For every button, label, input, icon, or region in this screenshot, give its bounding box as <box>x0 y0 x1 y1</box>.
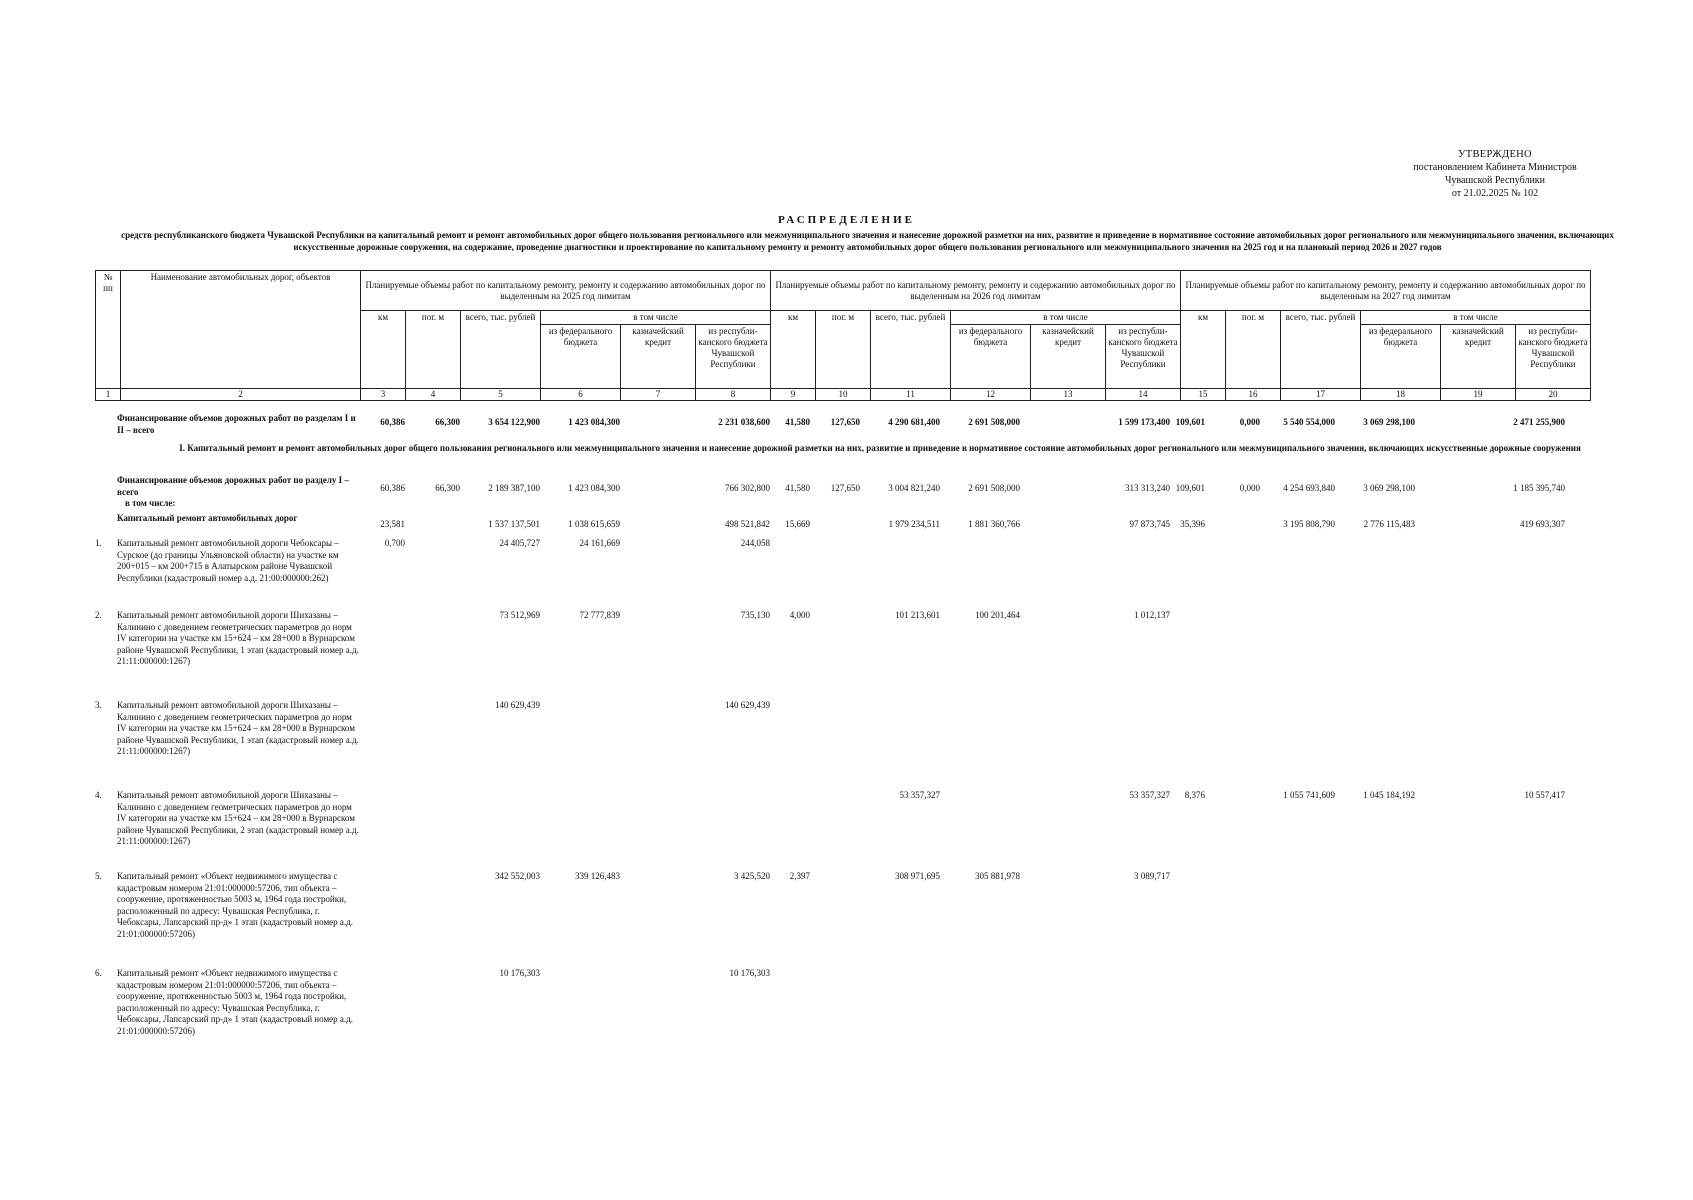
row-number: 2. <box>95 610 102 620</box>
row-label-capital: Капитальный ремонт автомобильных дорог <box>117 513 298 523</box>
table-cell-c18: 2 776 115,483 <box>1363 519 1415 529</box>
table-cell-c17: 5 540 554,000 <box>1283 417 1335 427</box>
table-cell-c11: 3 004 821,240 <box>888 483 940 493</box>
col-header-republic: из республи-канского бюджета Чувашской Республики <box>1516 325 1591 389</box>
table-cell-c5: 10 176,303 <box>499 968 540 978</box>
table-cell-c14: 313 313,240 <box>1125 483 1170 493</box>
header-table <box>95 270 1591 401</box>
table-cell-c12: 100 201,464 <box>975 610 1020 620</box>
table-cell-c6: 1 038 615,659 <box>568 519 620 529</box>
table-cell-c8: 498 521,842 <box>725 519 770 529</box>
column-number: 19 <box>1441 389 1516 401</box>
approval-line: Чувашской Республики <box>1444 175 1546 186</box>
table-cell-c5: 1 537 137,501 <box>488 519 540 529</box>
table-cell-c18: 3 069 298,100 <box>1363 417 1415 427</box>
col-header-km: км <box>361 311 406 389</box>
col-header-total: всего, тыс. рублей <box>1281 311 1361 389</box>
column-number: 18 <box>1361 389 1441 401</box>
col-header-pogm: пог. м <box>1226 311 1281 389</box>
row-label-item: Капитальный ремонт автомобильной дороги Шихазаны – Калинино с доведением геометрических параметров до норм IV категории на участке км 15+624 – км 28+000 в Вурнарском районе Чувашской Республики, 1 этап (кадастровый номер а.д. 21:11:000000:1267) <box>117 700 359 756</box>
table-cell-c6: 1 423 084,300 <box>568 483 620 493</box>
approval-stamp <box>1380 148 1610 200</box>
column-number: 1 <box>96 389 121 401</box>
table-cell-c11: 101 213,601 <box>895 610 940 620</box>
col-header-federal: из федерального бюджета <box>1361 325 1441 389</box>
table-cell-c4: 66,300 <box>435 417 460 427</box>
col-header-treasury: казначейский кредит <box>621 325 696 389</box>
table-body <box>95 413 1640 1133</box>
col-header-incl: в том числе <box>541 311 771 325</box>
table-cell-c6: 72 777,839 <box>579 610 620 620</box>
table-cell-c12: 2 691 508,000 <box>968 483 1020 493</box>
col-header-republic: из республи-канского бюджета Чувашской Республики <box>1106 325 1181 389</box>
table-cell-c14: 1 012,137 <box>1134 610 1170 620</box>
section-heading: I. Капитальный ремонт и ремонт автомобильных дорог общего пользования регионального или межмуниципального значения и нанесение дорожной разметки на них, развитие и приведение в нормативное состояние автомобильных дорог регионального или межмуниципального значения, включающих искусственные дорожные сооружения <box>179 443 1581 453</box>
table-cell-c6: 1 423 084,300 <box>568 417 620 427</box>
table-cell-c11: 53 357,327 <box>899 790 940 800</box>
document-title: РАСПРЕДЕЛЕНИЕ <box>777 214 915 226</box>
table-cell-c17: 1 055 741,609 <box>1283 790 1335 800</box>
column-number: 15 <box>1181 389 1226 401</box>
col-header-republic: из республи-канского бюджета Чувашской Республики <box>696 325 771 389</box>
table-cell-c20: 1 185 395,740 <box>1513 483 1565 493</box>
col-header-total: всего, тыс. рублей <box>871 311 951 389</box>
table-cell-c11: 1 979 234,511 <box>888 519 940 529</box>
column-number: 9 <box>771 389 816 401</box>
group-header-2027: Планируемые объемы работ по капитальному ремонту, ремонту и содержанию автомобильных дорог по выделенным на 2027 год лимитам <box>1181 271 1591 311</box>
table-cell-c8: 766 302,800 <box>725 483 770 493</box>
table-cell-c4: 66,300 <box>435 483 460 493</box>
table-cell-c15: 35,396 <box>1180 519 1205 529</box>
table-cell-c3: 0,700 <box>384 538 405 548</box>
col-header-federal: из федерального бюджета <box>951 325 1031 389</box>
row-label-item: Капитальный ремонт «Объект недвижимого имущества с кадастровым номером 21:01:000000:57206, тип объекта – сооружение, протяженностью 5003 м, 1964 года постройки, расположенный по адресу: Чувашская Республика, г. Чебоксары, Лапсарский пр-д» 1 этап (кадастровый номер а.д. 21:01:000000:57206) <box>117 871 353 939</box>
column-number: 17 <box>1281 389 1361 401</box>
row-label-item: Капитальный ремонт «Объект недвижимого имущества с кадастровым номером 21:01:000000:57206, тип объекта – сооружение, протяженностью 5003 м, 1964 года постройки, расположенный по адресу: Чувашская Республика, г. Чебоксары, Лапсарский пр-д» 1 этап (кадастровый номер а.д. 21:01:000000:57206) <box>117 968 353 1036</box>
table-cell-c5: 2 189 387,100 <box>488 483 540 493</box>
column-number: 10 <box>816 389 871 401</box>
column-number: 20 <box>1516 389 1591 401</box>
table-cell-c8: 3 425,520 <box>734 871 770 881</box>
table-cell-c5: 342 552,003 <box>495 871 540 881</box>
table-cell-c16: 0,000 <box>1239 417 1260 427</box>
table-cell-c14: 53 357,327 <box>1129 790 1170 800</box>
table-cell-c8: 2 231 038,600 <box>718 417 770 427</box>
document-subtitle: средств республиканского бюджета Чувашской Республики на капитальный ремонт и ремонт автомобильных дорог общего пользования регионального или межмуниципального значения и нанесение дорожной разметки на них, развитие и приведение в нормативное состояние автомобильных дорог регионального или межмуниципального значения, включающих искусственные дорожные сооружения, на содержание, проведение диагностики и проектирование по капитальному ремонту и ремонту автомобильных дорог общего пользования регионального или межмуниципального значения на 2025 год и на плановый период 2026 и 2027 годов <box>121 230 1614 252</box>
col-header-treasury: казначейский кредит <box>1031 325 1106 389</box>
table-cell-c14: 3 089,717 <box>1134 871 1170 881</box>
table-cell-c9: 41,580 <box>785 417 810 427</box>
col-header-pogm: пог. м <box>816 311 871 389</box>
table-cell-c14: 97 873,745 <box>1129 519 1170 529</box>
table-cell-c18: 3 069 298,100 <box>1363 483 1415 493</box>
table-cell-c17: 3 195 808,790 <box>1283 519 1335 529</box>
table-cell-c5: 73 512,969 <box>499 610 540 620</box>
column-number: 3 <box>361 389 406 401</box>
column-number: 14 <box>1106 389 1181 401</box>
table-cell-c20: 2 471 255,900 <box>1513 417 1565 427</box>
row-number: 5. <box>95 871 102 881</box>
col-header-no: № пп <box>96 271 121 389</box>
table-cell-c8: 140 629,439 <box>725 700 770 710</box>
approval-date: от 21.02.2025 № 102 <box>1451 188 1539 199</box>
column-number: 13 <box>1031 389 1106 401</box>
table-cell-c8: 735,130 <box>740 610 770 620</box>
table-cell-c6: 24 161,669 <box>579 538 620 548</box>
col-header-federal: из федерального бюджета <box>541 325 621 389</box>
column-number: 16 <box>1226 389 1281 401</box>
table-cell-c9: 2,397 <box>789 871 810 881</box>
table-cell-c5: 3 654 122,900 <box>488 417 540 427</box>
table-cell-c3: 23,581 <box>380 519 405 529</box>
table-cell-c5: 24 405,727 <box>499 538 540 548</box>
table-cell-c8: 10 176,303 <box>729 968 770 978</box>
row-label-section-total: Финансирование объемов дорожных работ по разделу I – всего <box>117 475 349 497</box>
table-cell-c10: 127,650 <box>830 417 860 427</box>
row-label-incl: в том числе: <box>125 498 176 508</box>
table-cell-c15: 8,376 <box>1184 790 1205 800</box>
column-number: 5 <box>461 389 541 401</box>
table-cell-c18: 1 045 184,192 <box>1363 790 1415 800</box>
col-header-km: км <box>771 311 816 389</box>
column-number: 2 <box>121 389 361 401</box>
column-number: 12 <box>951 389 1031 401</box>
table-cell-c16: 0,000 <box>1239 483 1260 493</box>
col-header-total: всего, тыс. рублей <box>461 311 541 389</box>
row-number: 6. <box>95 968 102 978</box>
table-cell-c20: 10 557,417 <box>1524 790 1565 800</box>
table-cell-c12: 2 691 508,000 <box>968 417 1020 427</box>
table-cell-c6: 339 126,483 <box>575 871 620 881</box>
table-cell-c5: 140 629,439 <box>495 700 540 710</box>
table-cell-c14: 1 599 173,400 <box>1118 417 1170 427</box>
table-cell-c8: 244,058 <box>740 538 770 548</box>
group-header-2025: Планируемые объемы работ по капитальному ремонту, ремонту и содержанию автомобильных дорог по выделенным на 2025 год лимитам <box>361 271 771 311</box>
table-cell-c9: 4,000 <box>789 610 810 620</box>
col-header-treasury: казначейский кредит <box>1441 325 1516 389</box>
table-cell-c12: 305 881,978 <box>975 871 1020 881</box>
col-header-incl: в том числе <box>951 311 1181 325</box>
table-cell-c11: 4 290 681,400 <box>888 417 940 427</box>
column-number: 7 <box>621 389 696 401</box>
table-cell-c9: 41,580 <box>785 483 810 493</box>
column-number: 6 <box>541 389 621 401</box>
column-number: 4 <box>406 389 461 401</box>
table-cell-c17: 4 254 693,840 <box>1283 483 1335 493</box>
group-header-2026: Планируемые объемы работ по капитальному ремонту, ремонту и содержанию автомобильных дорог по выделенным на 2026 год лимитам <box>771 271 1181 311</box>
table-cell-c12: 1 881 360,766 <box>968 519 1020 529</box>
row-label-item: Капитальный ремонт автомобильной дороги Чебоксары – Сурское (до границы Ульяновской области) на участке км 200+015 – км 200+715 в Алатырском районе Чувашской Республики (кадастровый номер а.д. 21:00:000000:262) <box>117 538 339 583</box>
col-header-name: Наименование автомобильных дорог, объектов <box>121 271 361 389</box>
approval-title: УТВЕРЖДЕНО <box>1458 149 1532 160</box>
table-cell-c20: 419 693,307 <box>1520 519 1565 529</box>
row-number: 4. <box>95 790 102 800</box>
column-number: 8 <box>696 389 771 401</box>
table-cell-c10: 127,650 <box>830 483 860 493</box>
approval-line: постановлением Кабинета Министров <box>1413 162 1577 173</box>
row-label-total: Финансирование объемов дорожных работ по разделам I и II – всего <box>117 413 356 435</box>
table-cell-c15: 109,601 <box>1175 417 1205 427</box>
row-number: 3. <box>95 700 102 710</box>
table-cell-c3: 60,386 <box>380 417 405 427</box>
column-number: 11 <box>871 389 951 401</box>
table-cell-c11: 308 971,695 <box>895 871 940 881</box>
row-label-item: Капитальный ремонт автомобильной дороги Шихазаны – Калинино с доведением геометрических параметров до норм IV категории на участке км 15+624 – км 28+000 в Вурнарском районе Чувашской Республики, 1 этап (кадастровый номер а.д. 21:11:000000:1267) <box>117 610 359 666</box>
col-header-pogm: пог. м <box>406 311 461 389</box>
col-header-km: км <box>1181 311 1226 389</box>
column-numbers-row <box>96 389 1591 401</box>
table-cell-c9: 15,669 <box>785 519 810 529</box>
col-header-incl: в том числе <box>1361 311 1591 325</box>
row-number: 1. <box>95 538 102 548</box>
table-cell-c3: 60,386 <box>380 483 405 493</box>
row-label-item: Капитальный ремонт автомобильной дороги Шихазаны – Калинино с доведением геометрических параметров до норм IV категории на участке км 15+624 – км 28+000 в Вурнарском районе Чувашской Республики, 2 этап (кадастровый номер а.д. 21:11:000000:1267) <box>117 790 359 846</box>
table-cell-c15: 109,601 <box>1175 483 1205 493</box>
